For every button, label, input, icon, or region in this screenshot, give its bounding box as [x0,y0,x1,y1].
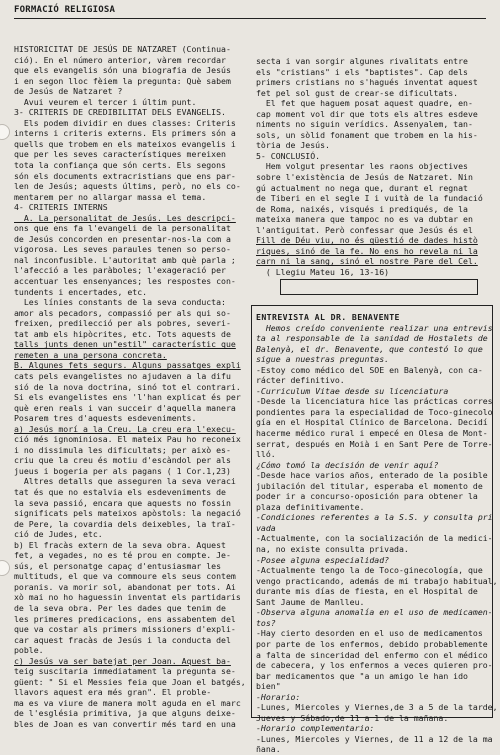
text-line: xò mai no ho haguessin inventat els partidaris [14,592,241,603]
text-line: mateixa manera que tampoc no es va dubtar en [256,214,473,225]
interview-line: Hemos creído conveniente realizar una entrevis [256,322,493,333]
text-line: remeten a una persona concreta. [14,349,167,360]
punch-hole [0,560,10,576]
text-line: Avui veurem el tercer i últim punt. [14,96,197,107]
text-line: significats pels mateixos apòstols: la negació [14,508,241,519]
text-line: güent: " Si el Messies feia que Joan el batgés, [14,676,246,687]
interview-title: ENTREVISTA AL DR. BENAVENTE [256,312,400,322]
text-line: de Jesús de Natzaret ? [14,86,123,97]
interview-line: -Desde hace varios años, enterado de la posible [256,470,488,481]
interview-line: tos? [256,617,276,628]
punch-hole [0,124,10,140]
text-line: ( Llegiu Mateu 16, 13-16) [256,266,390,277]
text-line: 3- CRITERIS DE CREDIBILITAT DELS EVANGELIS. [14,107,226,118]
text-line: sols, un sòlid fonament que trobem en la his- [256,129,478,140]
interview-line: -Actualmente, con la socialización de la medici- [256,533,493,544]
text-line: vigorosa. Les seves paraules tenen so perso- [14,244,231,255]
text-line: fet, a vegades, no es té prou en compte. Je- [14,550,231,561]
text-line: c) Jesús va ser batejat per Joan. Aquest ba- [14,655,231,666]
text-line: El fet que haguem posat aquest quadre, en- [256,98,473,109]
interview-line: -Desde la licenciatura hice las prácticas corres [256,396,493,407]
interview-line: Balenyà, el dr. Benavente, que contestó lo que [256,343,483,354]
right-column [256,56,492,277]
text-line: què eren reals i van succeir d'aquella manera [14,402,236,413]
text-line: talls junts denen un"estil" característic que [14,339,236,350]
text-line: que va costar als primers missioners d'expli- [14,624,236,635]
interview-line: -Condiciones referentes a la S.S. y consulta pri [256,512,493,523]
text-line: Posarem tres d'aquests esdeveniments. [14,413,197,424]
text-line: fet pel sol gust de crear-se dificultats. [256,87,459,98]
interview-line: lló. [256,449,276,460]
text-line: ció de Judes, etc. [14,529,103,540]
text-line: jueus i bogeria per als pagans ( 1 Cor.1,23) [14,465,231,476]
text-line: ons que ens fa l'evangeli de la personalitat [14,223,231,234]
text-line: Fill de Déu viu, no és qüestió de dades histò [256,235,478,246]
text-line: llavors aquest era més gran". El proble- [14,687,212,698]
left-column [14,44,246,730]
text-line: que els evangelis són una biografia de Jesús [14,65,231,76]
interview-line: -Actualmente tengo la de Toco-ginecología, que [256,565,483,576]
text-line: gú actualment no nega que, durant el regnat [256,182,468,193]
text-line: riques, sinó de la fe. No ens ho revela ni la [256,245,478,256]
interview-line: -Horario complementario: [256,723,375,734]
interview-line: ta al responsable de la sanidad de Hostalets de [256,333,488,344]
text-line: i no dissimula les dificultats; per això es- [14,444,231,455]
text-line: nal inconfusible. L'autoritat amb què parla ; [14,254,236,265]
text-line: de Tiberi en el segle I i vuità de la fundació [256,193,483,204]
text-line: B. Algunes fets segurs. Alguns passatges expli [14,360,241,371]
text-line: Hem volgut presentar les raons objectives [256,161,468,172]
text-line: interns i criteris externs. Els primers són a [14,128,236,139]
text-line: carn ni la sang, sinó el nostre Pare del Cel. [256,256,478,267]
text-line: de la seva obra. Per les dades que tenim de [14,602,226,613]
interview-line: -Curriculum Vitae desde su licenciatura [256,385,449,396]
interview-line: -Posee alguna especialidad? [256,554,390,565]
text-line: b) El fracàs extern de la seva obra. Aquest [14,539,226,550]
interview-line: na, no existe consulta privada. [256,544,409,555]
interview-line: plaza definitivamente. [256,501,365,512]
interview-line: sigue a nuestras preguntas. [256,354,390,365]
section-title: FORMACIÓ RELIGIOSA [14,5,116,15]
text-line: HISTORICITAT DE JESÚS DE NATZARET (Continua- [14,44,231,54]
text-line: primers cristians no s'hagués inventat aquest [256,77,478,88]
interview-line: jubilación del titular, esperaba el momento de [256,480,483,491]
text-line: els "cristians" i els "baptistes". Cap dels [256,66,468,77]
interview-line: hacerme médico rural i empecé en Olesa de Mont- [256,428,488,439]
text-line: poranis. va morir sol, abandonat per tots. Ai [14,581,236,592]
text-line: len de Jesús; aquests últims, però, no els co- [14,181,241,192]
text-line: tat és que no estalvia els esdeveniments de [14,486,226,497]
interview-line: -Lunes, Miercoles y Viernes,de 3 a 5 de la tarde, [256,702,498,713]
interview-line: -Lunes, Miercoles y Viernes, de 11 a 12 de la ma [256,733,493,744]
interview-line: gía en el Hospital Clínico de Barcelona. Decidí [256,417,488,428]
page-header [14,4,486,19]
text-line: amor als pecadors, compassió per als qui so- [14,307,231,318]
interview-line: pondientes para la especialidad de Toco-ginecolo [256,406,493,417]
text-line: poble. [14,645,44,656]
text-line: les primeres predicacions, ens assabentem del [14,613,236,624]
interview-line: rácter definitivo. [256,375,345,386]
text-line: quells que trobem en els mateixos evangelis i [14,138,236,149]
text-line: a) Jesús morí a la Creu. La creu era l'execu- [14,423,236,434]
interview-line: Jueves y Sábado,de 11 a 1 de la mañana. [256,712,449,723]
text-line: de l'església primitiva, ja que alguns deixe- [14,708,236,719]
text-line: cap moment vol dir que tots els altres esdeve [256,108,478,119]
text-line: Altres detalls que asseguren la seva veraci [14,476,236,487]
interview-line: a falta de sinceridad del enfermo con el médico [256,649,488,660]
text-line: multituds, el que va commoure els seus contem [14,571,236,582]
text-line: criu que la creu és motiu d'escàndol per als [14,455,231,466]
interview-line: -Horario: [256,691,301,702]
text-line: sús, el personatge capaç d'entusiasmar les [14,560,222,571]
text-line: sió de la nova doctrina, sinó tot el contrari. [14,381,241,392]
scripture-reference-box [280,279,478,295]
interview-line: por parte de los enfermos, debido probablemente [256,638,488,649]
interview-line: ¿Cómo tomó la decisión de venir aquí? [256,459,439,470]
text-line: car aquest fracàs de Jesús i la conducta del [14,634,231,645]
interview-line: bien" [256,681,281,692]
text-line: tundents i encertades, etc. [14,286,148,297]
interview-line: vengo practicando, además de mi trabajo habitual, [256,575,498,586]
interview-line: de cabecera, y los enfermos a veces quieren pro- [256,660,493,671]
text-line: de Roma, naixés, visqués i prediqués, de la [256,203,468,214]
text-line: A. La personalitat de Jesús. Les descripci- [14,212,236,223]
text-line: mentarem per no allargar massa el tema. [14,191,207,202]
text-line: cats pels evangelistes no ajudaven a la difu [14,370,231,381]
interview-text [256,312,498,755]
text-line: tota la confiança que són certs. Els segons [14,160,226,171]
interview-line: ñana. [256,744,281,755]
interview-line: poder ir a concurso-oposición para obtener la [256,491,478,502]
interview-line: -Observa alguna anomalía en el uso de medicamen- [256,607,493,618]
text-line: tòria de Jesús. [256,140,330,151]
text-line: accentuar les ensenyances; les respostes con- [14,276,236,287]
interview-line: -Estoy como médico del SOE en Balenyà, con ca- [256,364,483,375]
interview-line: durante mis días de fiesta, en el Hospital de [256,586,478,597]
text-line: i en segon lloc fèiem la pregunta: Què sabem [14,75,231,86]
text-line: la seva passió, encara que aquests no fossin [14,497,231,508]
interview-line: bar medicamentos que "a un amigo le han ido [256,670,468,681]
interview-box [251,305,498,755]
text-line: teig suscitaria immediatament la pregunta se- [14,666,236,677]
text-line: Els podem dividir en dues classes: Criteris [14,117,236,128]
text-line: tat amb els hipòcrites, etc. Tots aquests de [14,328,231,339]
interview-line: serrat, después en Moià i en Sant Pere de Torre- [256,438,493,449]
text-line: freixen, predilecció per als pobres, severi- [14,318,231,329]
text-line: ció més ignominiosa. El mateix Pau ho reconeix [14,434,241,445]
text-line: ma es va viure de manera molt aguda en el marc [14,697,241,708]
interview-line: vada [256,522,276,533]
text-line: ció). En el número anterior, vàrem recordar [14,54,226,65]
text-line: l'afecció a les paràboles; l'exageració per [14,265,226,276]
text-line: que per les seves característiques mereixen [14,149,226,160]
text-line: de Pere, la covardia dels deixebles, la traï- [14,518,236,529]
interview-line: Sant Jaume de Manlleu. [256,596,365,607]
text-line: l'antiguitat. Però confessar que Jesús és el [256,224,473,235]
text-line: secta i van sorgir algunes rivalitats entre [256,56,468,66]
text-line: Si els evangelistes ens 'l'han explicat és per [14,392,241,403]
text-line: bles de Joan es van convertir més tard en una [14,719,236,729]
text-line: niments no siguin verídics. Assenyalem, tan- [256,119,473,130]
text-line: Les línies constants de la seva conducta: [14,297,226,308]
text-line: sobre l'existència de Jesús de Natzaret. Nin [256,172,473,183]
text-line: 5- CONCLUSIÓ. [256,150,321,161]
text-line: de Jesús concorden en presentar-nos-la com a [14,233,231,244]
interview-line: -Hay cierto desorden en el uso de medicamentos [256,628,483,639]
text-line: 4- CRITERIS INTERNS [14,202,108,213]
text-line: són els documents extracristians que ens par- [14,170,236,181]
